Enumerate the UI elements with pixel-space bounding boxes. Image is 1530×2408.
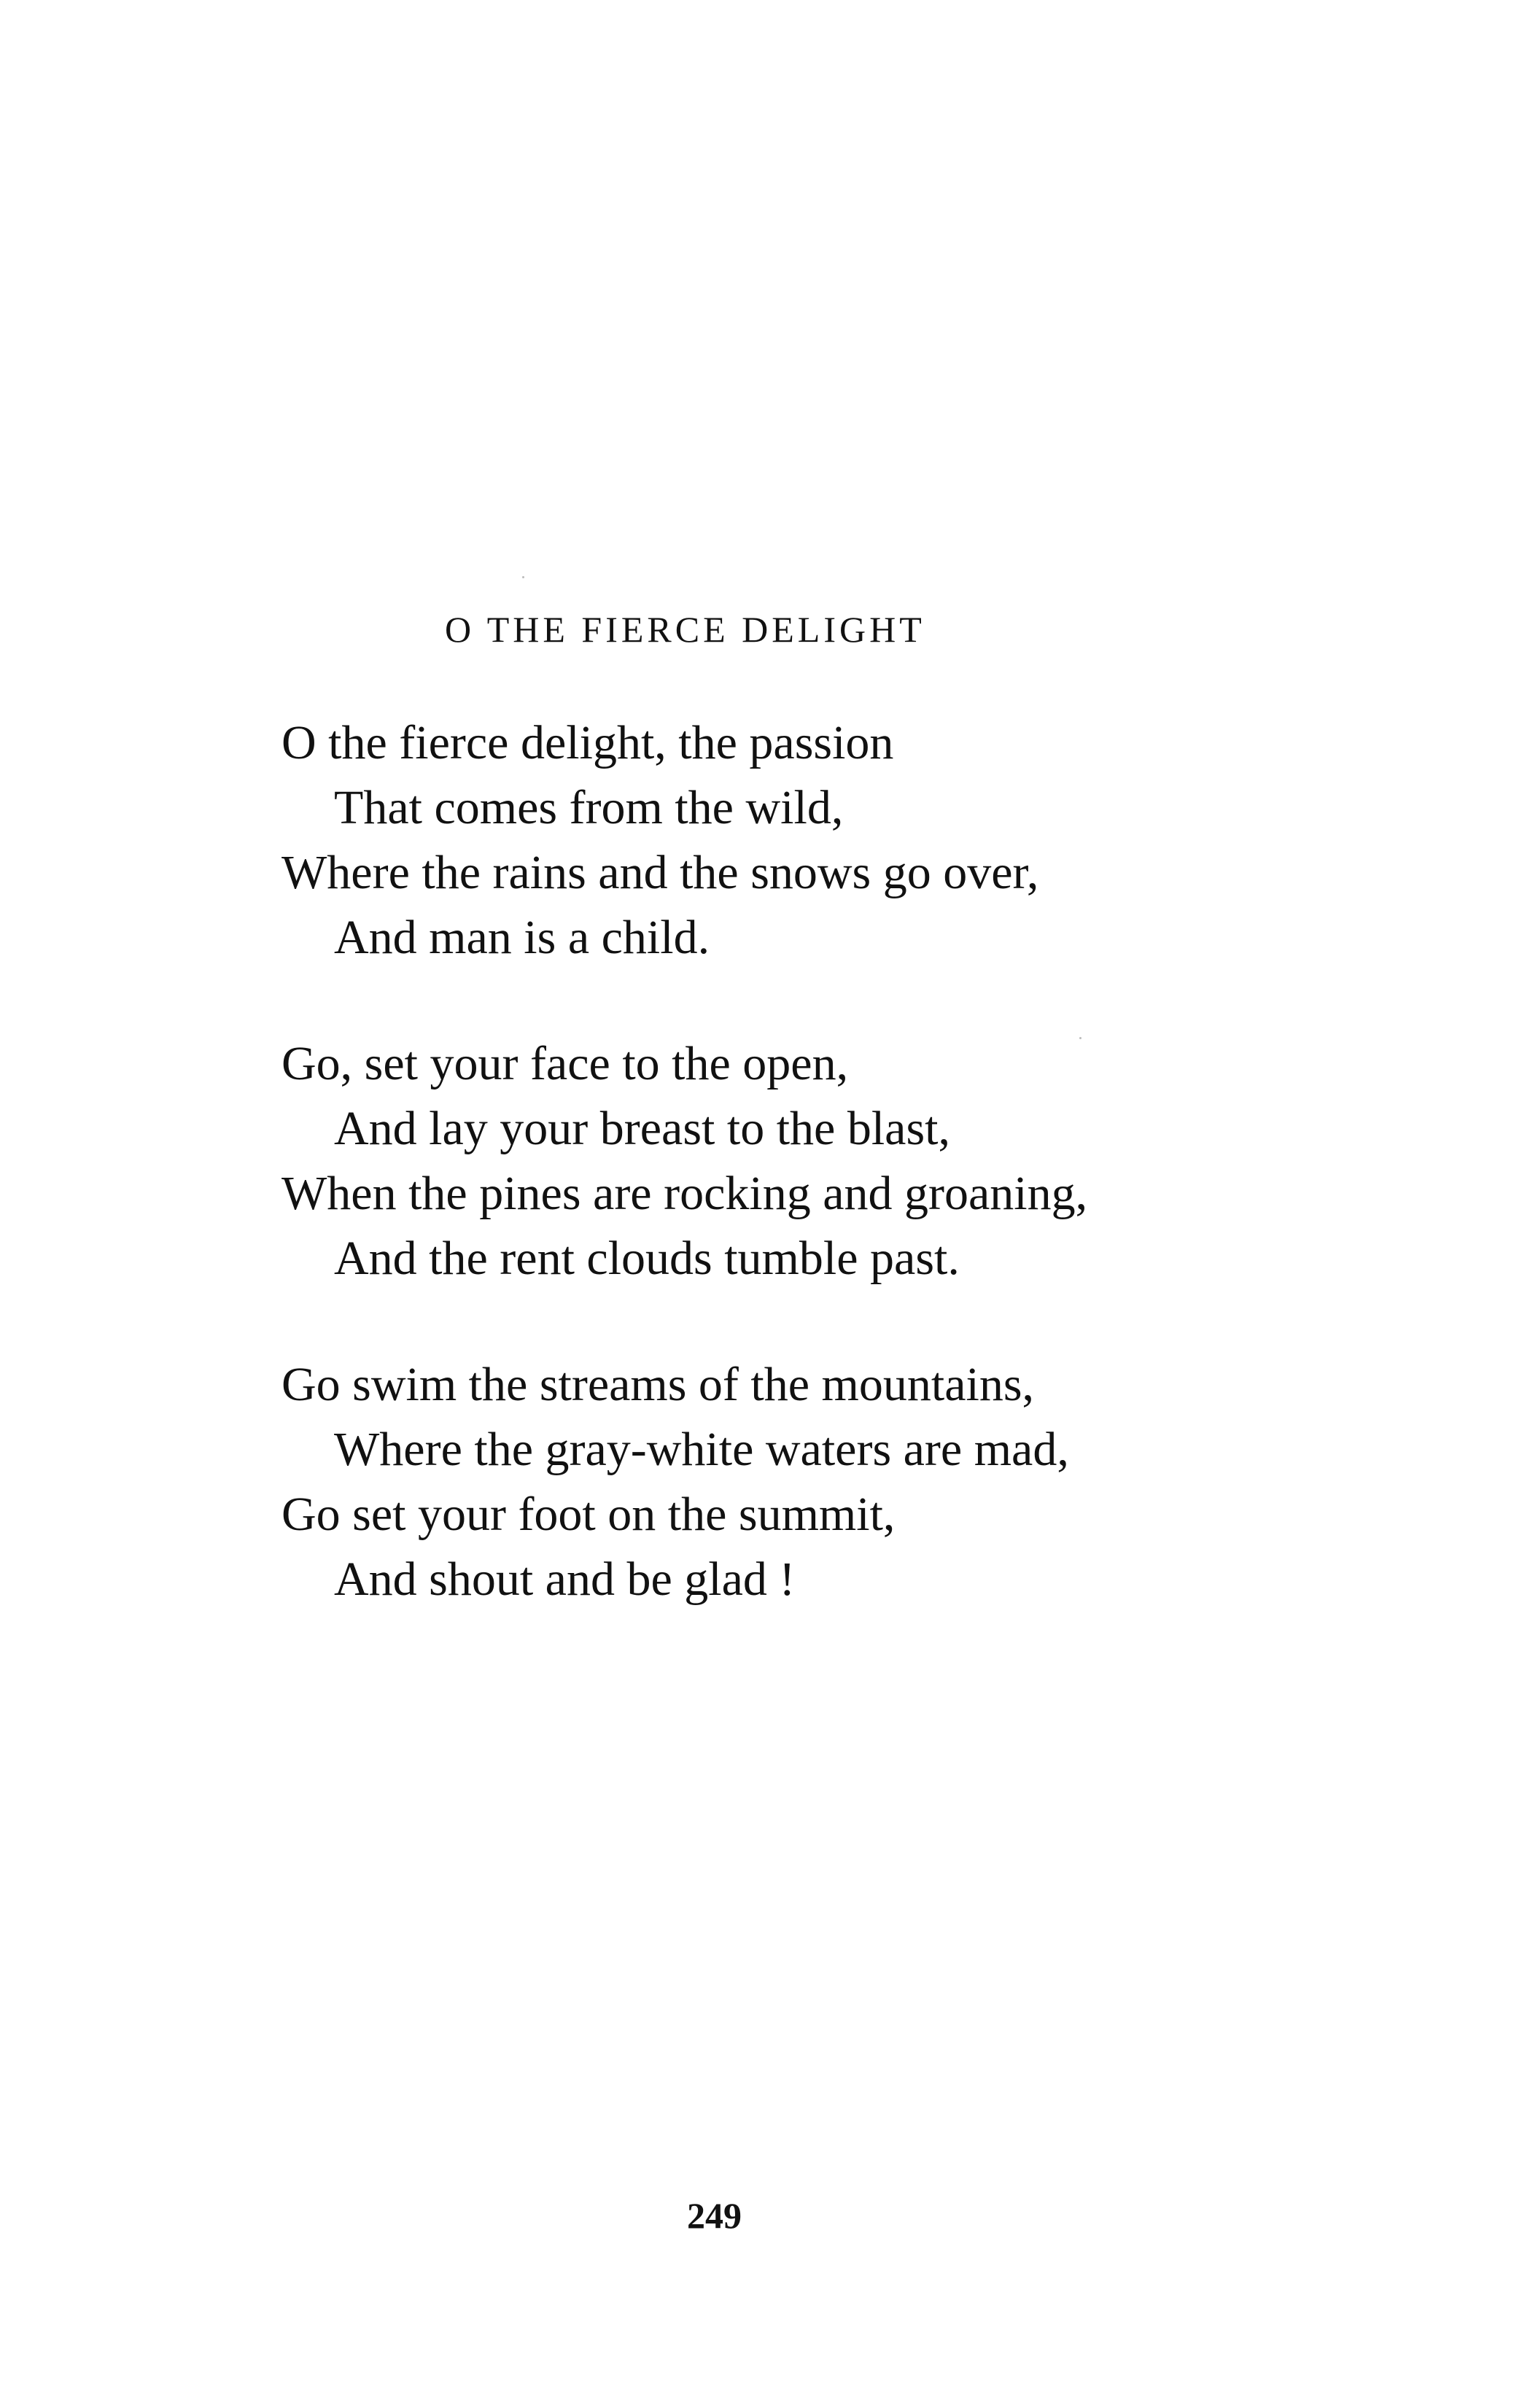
poem-title: O THE FIERCE DELIGHT — [445, 609, 925, 650]
poem-line: And lay your breast to the blast, — [334, 1102, 950, 1155]
print-speck — [522, 576, 524, 578]
print-speck — [1079, 1037, 1082, 1039]
poem-line: O the fierce delight, the passion — [281, 716, 894, 769]
stanza-2 — [281, 1031, 1087, 1291]
poem-line: Go, set your face to the open, — [281, 1037, 849, 1090]
page-number: 249 — [687, 2195, 742, 2236]
stanza-1 — [281, 710, 1087, 970]
poem-line: When the pines are rocking and groaning, — [281, 1167, 1088, 1220]
poem-line: Where the gray-white waters are mad, — [334, 1423, 1069, 1476]
poem-line: And man is a child. — [334, 911, 710, 964]
stanza-3 — [281, 1352, 1087, 1612]
poem-line: Go set your foot on the summit, — [281, 1488, 896, 1541]
poem-body — [281, 710, 1087, 1673]
poem-line: Go swim the streams of the mountains, — [281, 1358, 1035, 1411]
poem-line: That comes from the wild, — [334, 781, 844, 834]
poem-line: And the rent clouds tumble past. — [334, 1232, 960, 1285]
poem-line: And shout and be glad ! — [334, 1553, 796, 1606]
poem-line: Where the rains and the snows go over, — [281, 846, 1039, 899]
